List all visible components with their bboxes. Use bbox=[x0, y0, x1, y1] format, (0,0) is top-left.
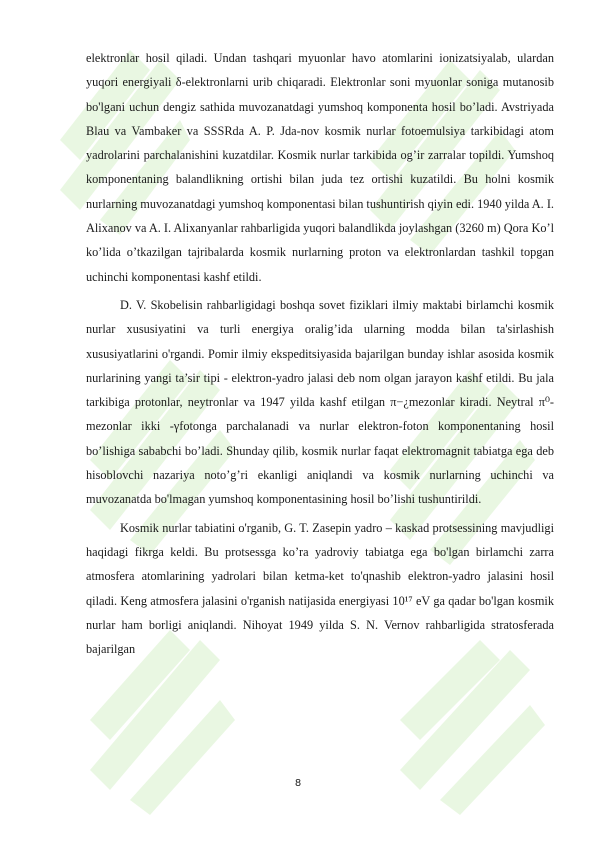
paragraph: elektronlar hosil qiladi. Undan tashqari myuonlar havo atomlarini ionizatsiyalab, ulardan yuqori energiyali δ-elektronlarni urib chiqaradi. Elektronlar soni myuonlar soniga mutanosib bo'lgani uchun dengiz sathida muvozanatdagi yumshoq komponenta hosil bo’ladi. Avstriyada Blau va Vambaker va SSSRda A. P. Jda-nov kosmik nurlar fotoemulsiya tarkibidagi atom yadrolarini parchalanishini kuzatdilar. Kosmik nurlar tarkibida og’ir zarralar topildi. Yumshoq komponentaning balandlikning ortishi bilan juda tez ortishi kuzatildi. Bu holni kosmik nurlarning muvozanatdagi yumshoq komponentasi bilan tushuntirish qiyin edi. 1940 yilda A. I. Alixanov va A. I. Alixanyanlar rahbarligida yuqori balandlikda joylashgan (3260 m) Qora Ko’l ko’lida o’tkazilgan tajribalarda kosmik nurlarning proton va elektronlardan tashkil topgan uchinchi komponentasi kashf etildi. bbox=[86, 51, 554, 284]
paragraph: Kosmik nurlar tabiatini o'rganib, G. T. Zasepin yadro – kaskad protsessining mavjudligi haqidagi fikrga keldi. Bu protsessga ko’ra yadroviy tabiatga ega bo'lgan birlamchi zarra atmosfera atomlarining yadrolari bilan ketma-ket to'qnashib elektron-yadro jalasini hosil qiladi. Keng atmosfera jalasini o'rganish natijasida energiyasi 10¹⁷ eV ga qadar bo'lgan kosmik nurlar ham borligi aniqlandi. Nihoyat 1949 yilda S. N. Vernov rahbarligida stratosferada bajarilgan bbox=[86, 520, 554, 657]
body-text bbox=[86, 46, 554, 661]
paragraph: D. V. Skobelisin rahbarligidagi boshqa sovet fiziklari ilmiy maktabi birlamchi kosmik nurlar xususiyatini va turli energiya oralig’ida ularning modda bilan ta'sirlashish xususiyatlarini o'rgandi. Pomir ilmiy ekspeditsiyasida bajarilgan bunday ishlar asosida kosmik nurlarining yangi ta’sir tipi - elektron-yadro jalasi deb nom olgan jarayon kashf etildi. Bu jala tarkibiga protonlar, neytronlar va 1947 yilda kashf etilgan π−¿mezonlar kiradi. Neytral π⁰-mezonlar ikki -γfotonga parchalanadi va nurlar elektron-foton komponentaning hosil bo’lishiga sababchi bo’ladi. Shunday qilib, kosmik nurlar faqat elektromagnit tabiatga ega deb hisoblovchi nazariya noto’g’ri ekanligi aniqlandi va kosmik nurlarning uchinchi va muvozanatda bo'lmagan yumshoq komponentasining hosil bo’lishi tushuntirildi. bbox=[86, 297, 554, 507]
page-number: 8 bbox=[294, 778, 302, 789]
